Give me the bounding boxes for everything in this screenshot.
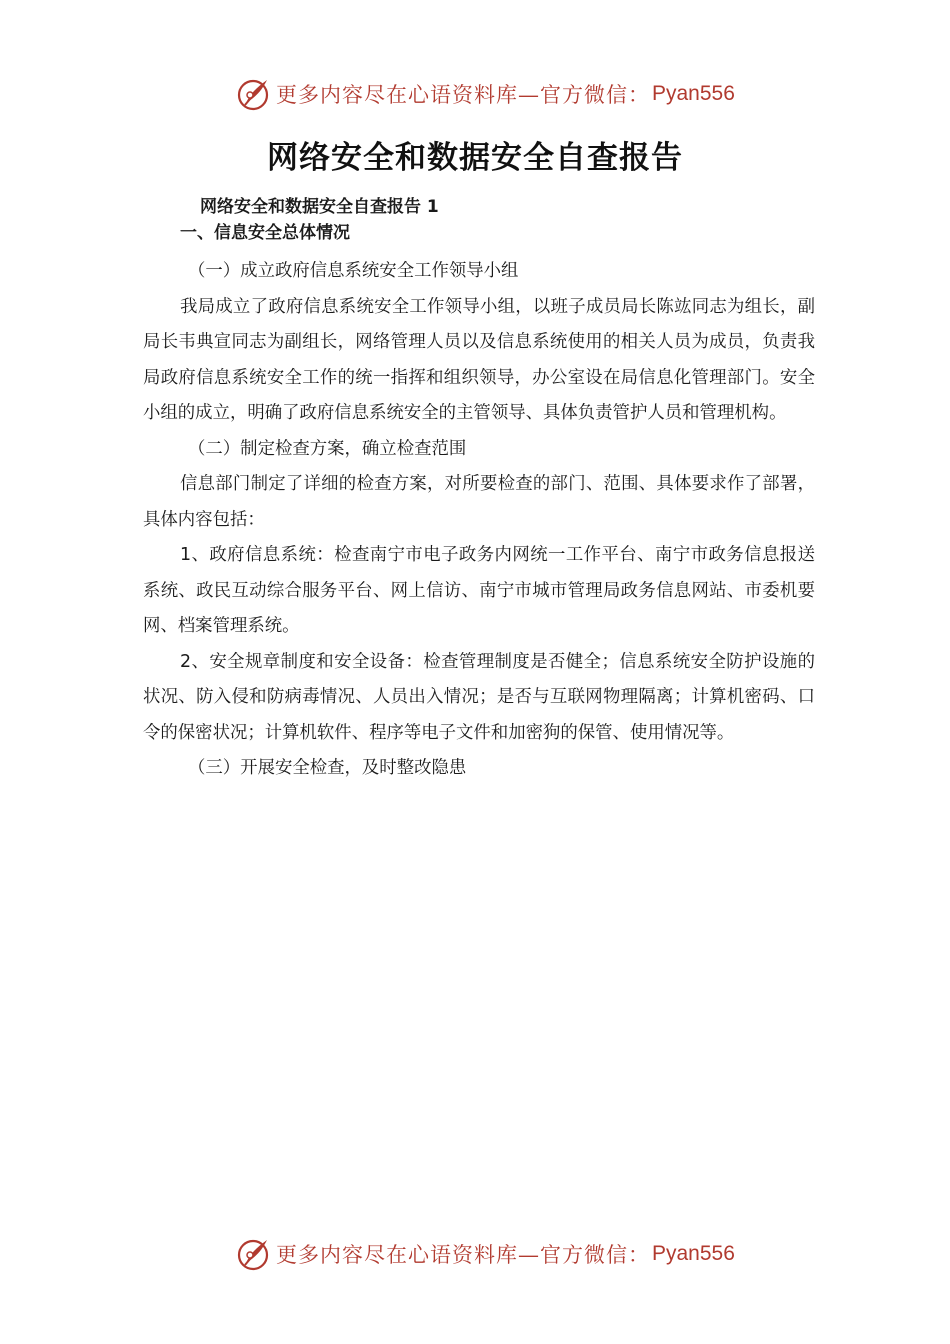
document-title: 网络安全和数据安全自查报告 [267,140,683,176]
list-item: 1、政府信息系统：检查南宁市电子政务内网统一工作平台、南宁市政务信息报送系统、政民互动综合服务平台、网上信访、南宁市城市管理局政务信息网站、市委机要网、档案管理系统。 [143,545,815,636]
subsection-heading: （三）开展安全检查，及时整改隐患 [188,758,467,778]
body-paragraph: 信息部门制定了详细的检查方案，对所要检查的部门、范围、具体要求作了部署，具体内容包括： [143,474,815,530]
subsection-heading: （一）成立政府信息系统安全工作领导小组 [188,261,519,281]
section-heading: 一、信息安全总体情况 [180,223,350,243]
watermark-header [236,74,735,114]
quill-logo-icon [236,76,272,112]
watermark-wechat-id: Pyan556 [652,82,735,105]
report-subtitle: 网络安全和数据安全自查报告 1 [200,197,439,217]
quill-logo-icon [236,1236,272,1272]
watermark-text: 更多内容尽在心语资料库—官方微信： [276,1243,650,1267]
subsection-heading: （二）制定检查方案，确立检查范围 [188,438,467,459]
document-body [143,254,815,787]
watermark-footer [236,1234,735,1274]
watermark-wechat-id: Pyan556 [652,1242,735,1265]
list-item: 2、安全规章制度和安全设备：检查管理制度是否健全；信息系统安全防护设施的状况、防入侵和防病毒情况、人员出入情况；是否与互联网物理隔离；计算机密码、口令的保密状况；计算机软件、程序等电子文件和加密狗的保管、使用情况等。 [143,651,815,743]
body-paragraph: 我局成立了政府信息系统安全工作领导小组，以班子成员局长陈竑同志为组长，副局长韦典宣同志为副组长，网络管理人员以及信息系统使用的相关人员为成员，负责我局政府信息系统安全工作的统一指挥和组织领导，办公室设在局信息化管理部门。安全小组的成立，明确了政府信息系统安全的主管领导、具体负责管护人员和管理机构。 [143,296,815,423]
watermark-text: 更多内容尽在心语资料库—官方微信： [276,83,650,107]
